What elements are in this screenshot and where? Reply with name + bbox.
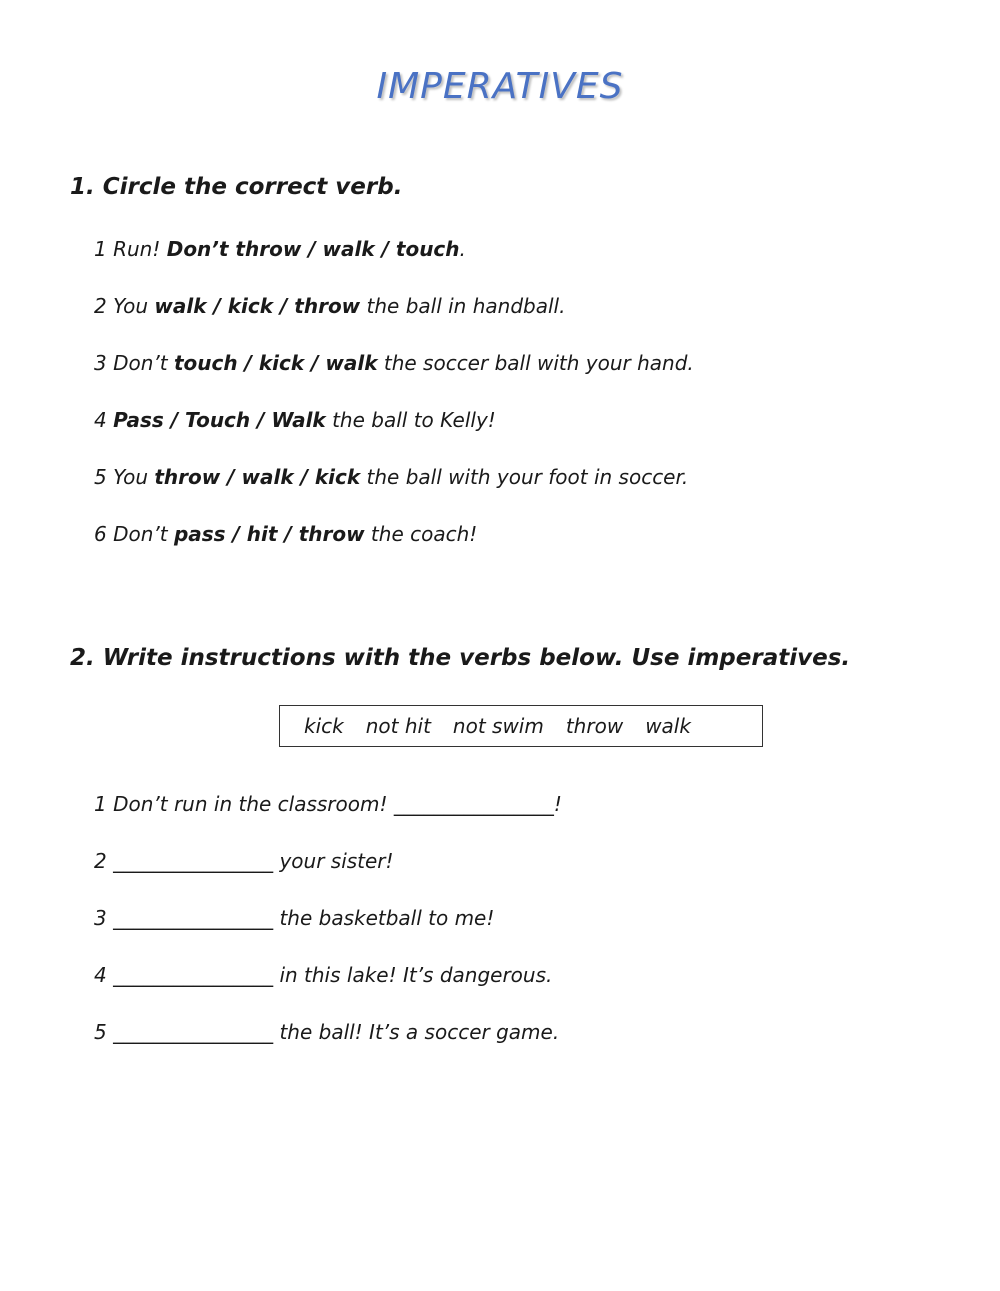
exercise1-item: 1 Run! Don’t throw / walk / touch. [94, 237, 466, 261]
verb-options[interactable]: walk / kick / throw [154, 294, 361, 318]
verb-bank-item: kick [304, 714, 344, 738]
section1-heading: 1. Circle the correct verb. [70, 174, 403, 200]
section2-heading: 2. Write instructions with the verbs below. Use imperatives. [70, 645, 851, 671]
exercise1-item: 3 Don’t touch / kick / walk the soccer ball with your hand. [94, 351, 694, 375]
verb-bank-item: not swim [452, 714, 544, 738]
page-title: IMPERATIVES [376, 66, 624, 107]
verb-options[interactable]: Don’t throw / walk / touch [166, 237, 460, 261]
exercise1-item: 5 You throw / walk / kick the ball with your foot in soccer. [94, 465, 689, 489]
exercise2-item[interactable]: 5 ________________ the ball! It’s a soccer game. [94, 1020, 560, 1044]
exercise2-item[interactable]: 2 ________________ your sister! [94, 849, 394, 873]
verb-options[interactable]: touch / kick / walk [173, 351, 378, 375]
verb-options[interactable]: throw / walk / kick [154, 465, 361, 489]
exercise1-item: 4 Pass / Touch / Walk the ball to Kelly! [94, 408, 496, 432]
exercise2-item[interactable]: 4 ________________ in this lake! It’s dangerous. [94, 963, 553, 987]
exercise2-item[interactable]: 1 Don’t run in the classroom! ________________! [94, 792, 562, 816]
exercise2-item[interactable]: 3 ________________ the basketball to me! [94, 906, 495, 930]
verb-bank-item: walk [645, 714, 691, 738]
verb-bank-item: not hit [365, 714, 431, 738]
verb-bank-item: throw [565, 714, 624, 738]
verb-options[interactable]: pass / hit / throw [173, 522, 365, 546]
exercise1-item: 6 Don’t pass / hit / throw the coach! [94, 522, 478, 546]
verb-bank [279, 705, 763, 747]
verb-options[interactable]: Pass / Touch / Walk [113, 408, 326, 432]
exercise1-item: 2 You walk / kick / throw the ball in handball. [94, 294, 566, 318]
